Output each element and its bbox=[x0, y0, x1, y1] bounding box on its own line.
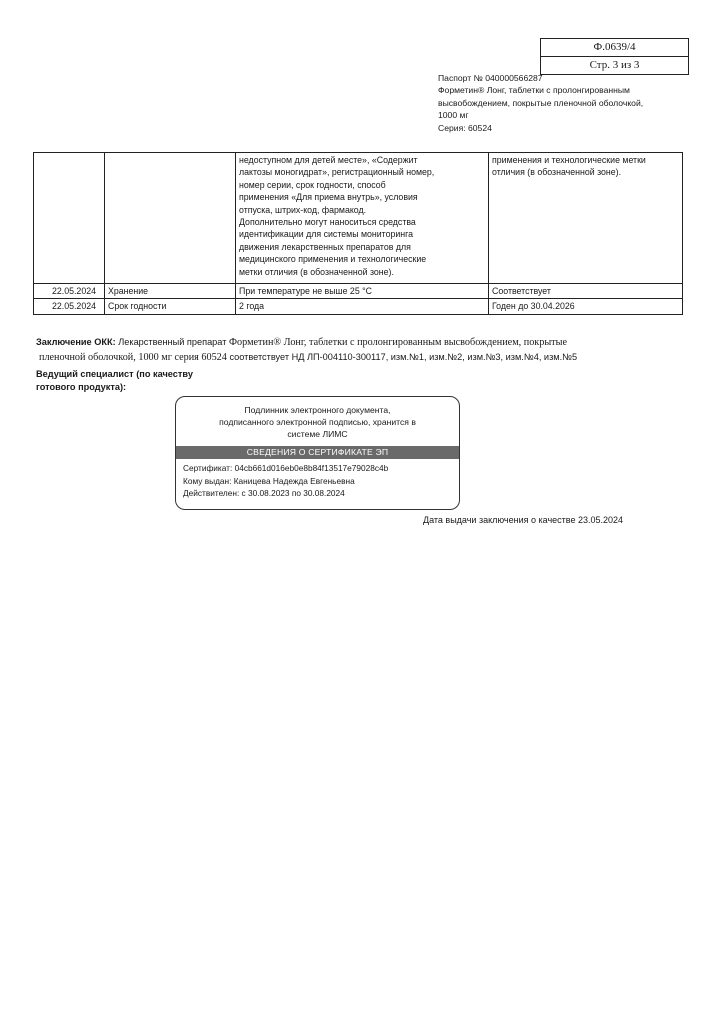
lead-specialist bbox=[36, 368, 193, 394]
table-row-continued bbox=[34, 153, 683, 284]
requirement-line: движения лекарственных препаратов для bbox=[239, 241, 411, 252]
qc-conclusion bbox=[36, 335, 696, 365]
table-row bbox=[34, 284, 683, 299]
passport-number: Паспорт № 040000566287 bbox=[438, 73, 543, 83]
quality-table bbox=[33, 152, 683, 315]
certificate-validity: Действителен: с 30.08.2023 по 30.08.2024 bbox=[183, 488, 345, 498]
stamp-line: подписанного электронной подписью, хранится в bbox=[219, 417, 416, 427]
conclusion-label: Заключение ОКК: bbox=[36, 337, 116, 347]
table-cell-requirement bbox=[236, 153, 489, 284]
e-signature-stamp bbox=[175, 396, 460, 510]
table-cell-indicator bbox=[105, 153, 236, 284]
requirement-line: номер серии, срок годности, способ bbox=[239, 179, 386, 190]
table-cell-date bbox=[34, 153, 105, 284]
table-cell-requirement: 2 года bbox=[236, 299, 489, 314]
product-name-line2: высвобождением, покрытые пленочной оболочкой, bbox=[438, 97, 644, 108]
table-cell-result: Соответствует bbox=[489, 284, 683, 299]
table-cell-date: 22.05.2024 bbox=[34, 284, 105, 299]
table-cell-date: 22.05.2024 bbox=[34, 299, 105, 314]
table-cell-indicator: Хранение bbox=[105, 284, 236, 299]
result-line: отличия (в обозначенной зоне). bbox=[492, 167, 622, 178]
table-cell-requirement: При температуре не выше 25 °С bbox=[236, 284, 489, 299]
page-number: Стр. 3 из 3 bbox=[541, 56, 688, 74]
requirement-line: недоступном для детей месте», «Содержит bbox=[239, 155, 418, 165]
requirement-line: применения «Для приема внутрь», условия bbox=[239, 192, 418, 203]
table-row bbox=[34, 299, 683, 314]
lead-specialist-line2: готового продукта): bbox=[36, 382, 127, 392]
requirement-line: идентификации для системы мониторинга bbox=[239, 229, 414, 240]
form-code-box bbox=[540, 38, 689, 75]
stamp-line: Подлинник электронного документа, bbox=[244, 405, 391, 415]
requirement-line: отпуска, штрих-код, фармакод. bbox=[239, 204, 367, 215]
conclusion-text: Лекарственный препарат bbox=[118, 337, 227, 347]
issue-date: Дата выдачи заключения о качестве 23.05.2024 bbox=[423, 515, 623, 525]
certificate-id: Сертификат: 04cb661d016eb0e8b84f13517e79028c4b bbox=[183, 463, 389, 473]
requirement-line: медицинского применения и технологические bbox=[239, 254, 427, 265]
requirement-line: метки отличия (в обозначенной зоне). bbox=[239, 266, 394, 277]
certificate-issued-to: Кому выдан: Каницева Надежда Евгеньевна bbox=[183, 475, 355, 486]
conclusion-compliance: соответствует НД ЛП-004110-300117, изм.№1, изм.№2, изм.№3, изм.№4, изм.№5 bbox=[229, 352, 578, 362]
requirement-line: Дополнительно могут наноситься средства bbox=[239, 217, 416, 228]
requirement-line: лактозы моногидрат», регистрационный номер, bbox=[239, 167, 435, 178]
conclusion-product-series: пленочной оболочкой, 1000 мг серия 60524 bbox=[39, 352, 227, 363]
form-code: Ф.0639/4 bbox=[593, 41, 636, 53]
product-name-line1: Форметин® Лонг, таблетки с пролонгированным bbox=[438, 85, 630, 96]
table-cell-result: Годен до 30.04.2026 bbox=[489, 299, 683, 314]
product-dose: 1000 мг bbox=[438, 110, 469, 121]
conclusion-product: Форметин® Лонг, таблетки с пролонгированным высвобождением, покрытые bbox=[228, 337, 567, 348]
product-series: Серия: 60524 bbox=[438, 122, 492, 133]
result-line: применения и технологические метки bbox=[492, 155, 646, 165]
lead-specialist-line1: Ведущий специалист (по качеству bbox=[36, 369, 193, 379]
passport-header bbox=[438, 72, 708, 134]
table-cell-result bbox=[489, 153, 683, 284]
certificate-info-bar: СВЕДЕНИЯ О СЕРТИФИКАТЕ ЭП bbox=[176, 446, 459, 459]
stamp-line: системе ЛИМС bbox=[287, 429, 348, 439]
table-cell-indicator: Срок годности bbox=[105, 299, 236, 314]
